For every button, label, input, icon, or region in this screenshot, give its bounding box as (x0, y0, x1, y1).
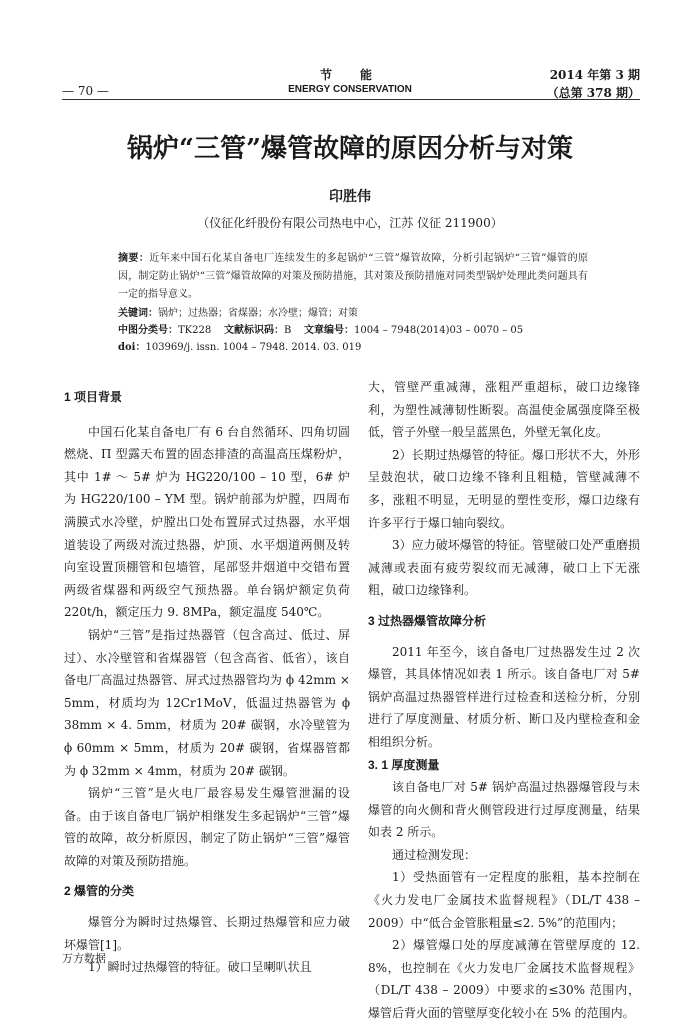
paragraph: 爆管分为瞬时过热爆管、长期过热爆管和应力破坏爆管[1]。 (64, 915, 350, 952)
section-heading: 3 过热器爆管故障分析 (368, 613, 487, 628)
paragraph: 2）爆管爆口处的厚度减薄在管壁厚度的 12. 8%，也控制在《火力发电厂金属技术监督规程》（DL/T 438 – 2009）中要求的≤30% 范围内，爆管后背火面的管壁厚变化较小在 5% 的范围内。 (368, 938, 640, 1021)
doi-label: doi： (118, 342, 146, 353)
classification-line (118, 323, 588, 339)
journal-name-cn: 节 能 (319, 68, 380, 82)
paragraph: 大，管壁严重减薄，涨粗严重超标，破口边缘锋利，为塑性减薄韧性断裂。高温使金属强度降至极低，管子外壁一般呈蓝黑色，外壁无氧化皮。 (368, 380, 640, 440)
paragraph: 1）受热面管有一定程度的胀粗，基本控制在《火力发电厂金属技术监督规程》（DL/T 438 – 2009）中“低合金管胀粗量≤2. 5%”的范围内； (368, 870, 640, 930)
doc-code-label: 文献标识码： (223, 325, 284, 336)
clc-label: 中图分类号： (118, 325, 178, 336)
doi-line (118, 340, 588, 356)
paragraph: 1）瞬时过热爆管的特征。破口呈喇叭状且 (88, 960, 312, 975)
left-column (64, 386, 350, 979)
clc-value: TK228 (178, 325, 212, 336)
paragraph: 通过检测发现： (392, 847, 477, 862)
total-issue-number: （总第 378 期） (546, 86, 640, 100)
article-title: 锅炉“三管”爆管故障的原因分析与对策 (127, 134, 573, 164)
abstract (118, 250, 588, 304)
keywords-text: 锅炉；过热器；省煤器；水冷壁；爆管；对策 (158, 308, 358, 319)
article-author: 印胜伟 (329, 189, 371, 205)
journal-name-en: ENERGY CONSERVATION (288, 84, 412, 95)
doc-code-value: B (283, 325, 292, 336)
paragraph: 2011 年至今，该自备电厂过热器发生过 2 次爆管，其具体情况如表 1 所示。该自备电厂对 5# 锅炉高温过热器管样进行过检查和送检分析，分别进行了厚度测量、材质分析、断口及内壁检查和金相组织分析。 (368, 644, 640, 749)
article-no-label: 文章编号： (304, 325, 355, 336)
issue-number: 2014 年第 3 期 (549, 68, 640, 82)
abstract-text: 近年来中国石化某自备电厂连续发生的多起锅炉“三管”爆管故障，分析引起锅炉“三管”爆管的原因，制定防止锅炉“三管”爆管故障的对策及预防措施，其对策及预防措施对同类型锅炉处理此类问题具有一定的指导意义。 (118, 253, 589, 300)
article-no-value: 1004 – 7948(2014)03 – 0070 – 05 (354, 325, 524, 336)
section-heading: 1 项目背景 (64, 390, 123, 404)
paragraph: 该自备电厂对 5# 锅炉高温过热器爆管段与未爆管的向火侧和背火侧管段进行过厚度测量，结果如表 2 所示。 (368, 780, 640, 840)
right-column (368, 376, 640, 1025)
paragraph: 中国石化某自备电厂有 6 台自然循环、四角切圆燃烧、Π 型露天布置的固态排渣的高温高压煤粉炉，其中 1# ～ 5# 炉为 HG220/100 – 10 型，6# 炉为 HG220/100 – YM 型。锅炉前部为炉膛，四周布满膜式水冷壁，炉膛出口处布置屏式过热器，水平烟道装设了两级对流过热器，炉顶、水平烟道两侧及转向室设置顶棚管和包墙管，尾部竖井烟道中交错布置两级省煤器和两级空气预热器。单台锅炉额定负荷 220t/h，额定压力 9. 8MPa，额定温度 540℃。 (64, 424, 350, 620)
paragraph: 3）应力破坏爆管的特征。管壁破口处严重磨损减薄或表面有疲劳裂纹而无减薄，破口上下无涨粗，破口边缘锋利。 (368, 538, 640, 598)
section-heading: 2 爆管的分类 (64, 884, 135, 899)
source-watermark: 万方数据 (62, 953, 106, 965)
page-number: — 70 — (62, 84, 109, 98)
doi-value: 103969/j. issn. 1004 – 7948. 2014. 03. 019 (145, 342, 362, 353)
abstract-label: 摘要： (118, 253, 150, 264)
keywords-line (118, 306, 588, 322)
header-rule (62, 99, 640, 100)
subsection-heading: 3. 1 厚度测量 (368, 757, 440, 772)
paragraph: 锅炉“三管”是指过热器管（包含高过、低过、屏过）、水冷壁管和省煤器管（包含高省、低省），该自备电厂高温过热器管、屏式过热器管均为 ϕ 42mm × 5mm，材质均为 12Cr1MoV，低温过热器管为 ϕ 38mm × 4. 5mm，材质为 20# 碳钢，水冷壁管为 ϕ 60mm × 5mm，材质为 20# 碳钢，省煤器管都为 ϕ 32mm × 4mm，材质为 20# 碳钢。 (64, 627, 350, 778)
keywords-label: 关键词： (118, 308, 158, 319)
paragraph: 锅炉“三管”是火电厂最容易发生爆管泄漏的设备。由于该自备电厂锅炉相继发生多起锅炉“三管”爆管的故障，故分析原因，制定了防止锅炉“三管”爆管故障的对策及预防措施。 (64, 786, 350, 868)
paragraph: 2）长期过热爆管的特征。爆口形状不大，外形呈鼓泡状，破口边缘不锋利且粗糙，管壁减薄不多，涨粗不明显，无明显的塑性变形，爆口边缘有许多平行于爆口轴向裂纹。 (368, 447, 640, 530)
author-affiliation: （仪征化纤股份有限公司热电中心，江苏 仪征 211900） (197, 216, 503, 230)
